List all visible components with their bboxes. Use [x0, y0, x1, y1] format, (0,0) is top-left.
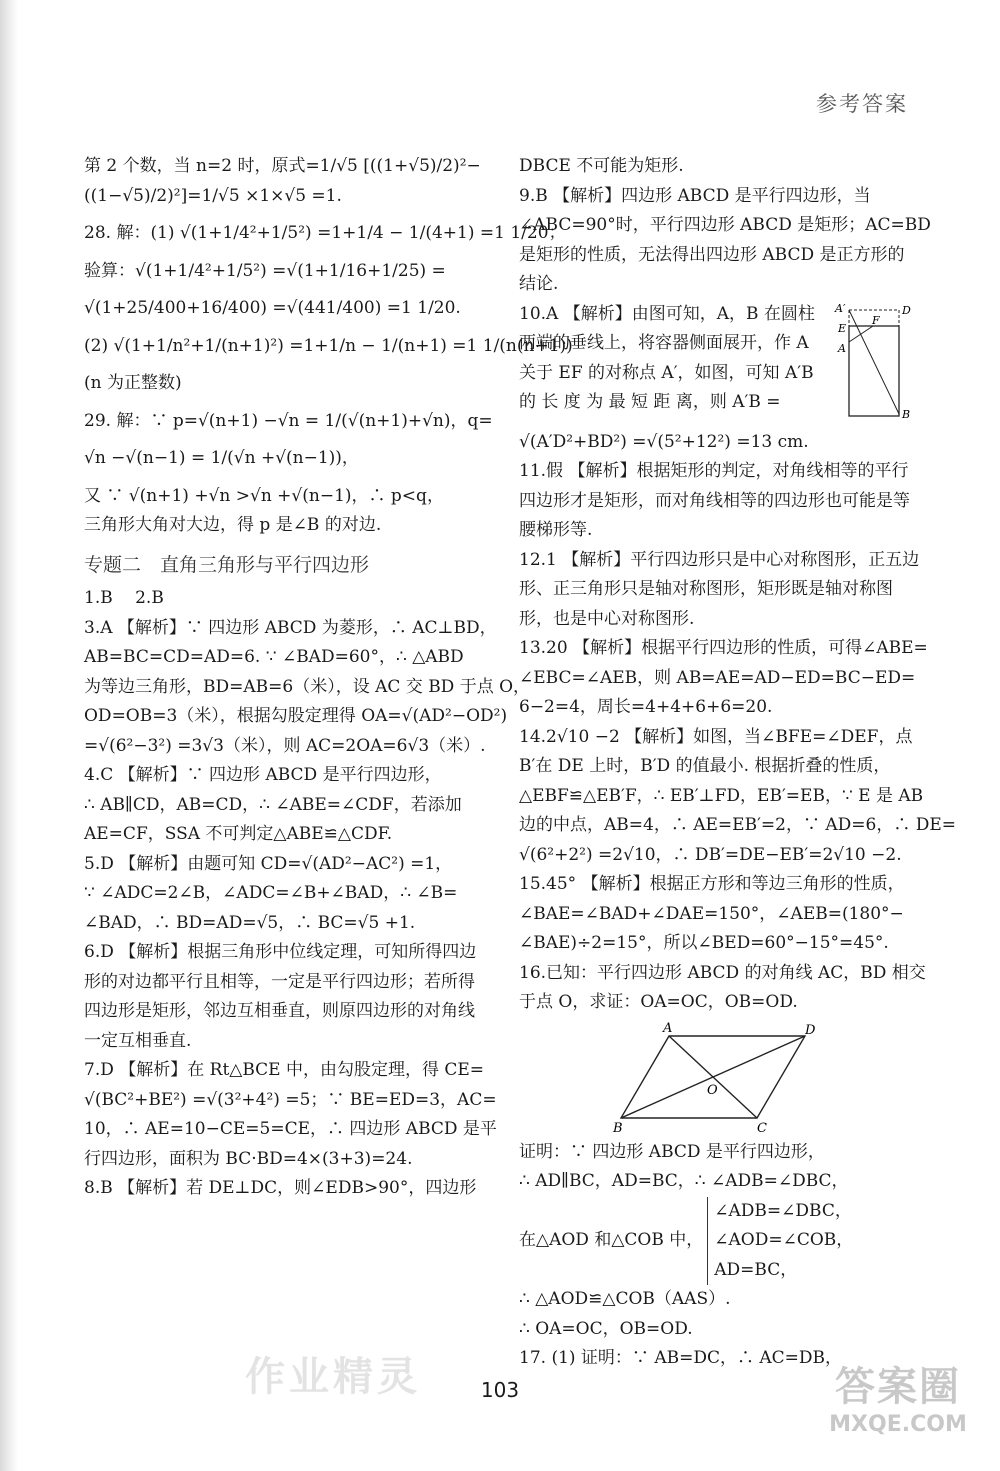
answer-line: 6.D 【解析】根据三角形中位线定理，可知所得四边	[84, 942, 477, 962]
cylinder-unfold-figure	[829, 300, 919, 428]
system-line: ∠AOD=∠COB，	[714, 1230, 854, 1250]
answer-line: AE=CF，SSA 不可判定△ABE≌△CDF.	[84, 824, 393, 844]
equation-system	[519, 1197, 919, 1286]
answer-line: 14.2√10 −2 【解析】如图，当∠BFE=∠DEF，点	[519, 726, 913, 747]
answer-line: 9.B 【解析】四边形 ABCD 是平行四边形，当	[519, 185, 871, 206]
page-number: 103	[480, 1378, 520, 1402]
answer-line: =√(6²−3²) =3√3（米），则 AC=2OA=6√3（米）.	[84, 735, 486, 756]
answer-line: 11.假 【解析】根据矩形的判定，对角线相等的平行	[519, 461, 909, 481]
system-brace	[707, 1197, 853, 1286]
text-line: 三角形大角对大边，得 p 是∠B 的对边.	[84, 515, 382, 535]
answer-line: 的 长 度 为 最 短 距 离，则 A′B =	[519, 392, 781, 412]
answer-line: 1.B 2.B	[84, 588, 164, 608]
proof-line: ∴ AD∥BC，AD=BC，∴ ∠ADB=∠DBC，	[519, 1171, 849, 1191]
answer-line: ∠BAD，∴ BD=AD=√5，∴ BC=√5 +1.	[84, 912, 416, 933]
answer-line: 形、正三角形只是轴对称图形，矩形既是轴对称图	[519, 579, 893, 599]
text-line: 28. 解：(1) √(1+1/4²+1/5²) =1+1/4 − 1/(4+1) =1 1/20；	[84, 223, 566, 243]
answer-line: 形的对边都平行且相等，一定是平行四边形；若所得	[84, 971, 475, 992]
answer-line: 8.B 【解析】若 DE⊥DC，则∠EDB>90°，四边形	[84, 1178, 477, 1198]
system-prefix: 在△AOD 和△COB 中，	[519, 1230, 704, 1250]
answer-line: 6−2=4，周长=4+4+6+6=20.	[519, 697, 773, 717]
text-line: 29. 解：∵ p=√(n+1) −√n = 1/(√(n+1)+√n)，q=	[84, 410, 493, 431]
answer-line: 5.D 【解析】由题可知 CD=√(AD²−AC²) =1，	[84, 853, 453, 874]
answer-line: 10.A 【解析】由图可知，A，B 在圆柱	[519, 303, 815, 324]
answer-line: 12.1 【解析】平行四边形只是中心对称图形，正五边	[519, 549, 920, 570]
label-o: O	[707, 1082, 718, 1098]
system-line: AD=BC，	[714, 1259, 798, 1280]
answer-line: √(6²+2²) =2√10，∴ DB′=DE−EB′=2√10 −2.	[519, 844, 902, 865]
answer-line: OD=OB=3（米），根据勾股定理得 OA=√(AD²−OD²)	[84, 706, 508, 726]
answer-line: 结论.	[519, 274, 559, 294]
answer-line: 一定互相垂直.	[84, 1030, 192, 1051]
answer-line: 16.已知：平行四边形 ABCD 的对角线 AC，BD 相交	[519, 962, 926, 983]
answer-line: ∠BAE=∠BAD+∠DAE=150°，∠AEB=(180°−	[519, 903, 904, 924]
answer-line: AB=BC=CD=AD=6. ∵ ∠BAD=60°，∴ △ABD	[84, 647, 464, 667]
answer-line: 形，也是中心对称图形.	[519, 608, 695, 629]
parallelogram-figure	[609, 1022, 819, 1134]
answer-line: △EBF≌△EB′F，∴ EB′⊥FD，EB′=EB，∵ E 是 AB	[519, 785, 924, 806]
answer-line: 四边形才是矩形，而对角线相等的四边形也可能是等	[519, 490, 910, 511]
answer-line: ∠BAE)÷2=15°，所以∠BED=60°−15°=45°.	[519, 933, 889, 953]
answer-line: 关于 EF 的对称点 A′，如图，可知 A′B	[519, 362, 814, 383]
proof-line: ∴ △AOD≌△COB（AAS）.	[519, 1289, 731, 1309]
answer-line: ∵ ∠ADC=2∠B，∠ADC=∠B+∠BAD，∴ ∠B=	[84, 883, 458, 903]
answer-line: 4.C 【解析】∵ 四边形 ABCD 是平行四边形，	[84, 765, 442, 785]
proof-line: 证明：∵ 四边形 ABCD 是平行四边形，	[519, 1141, 825, 1162]
label-d: D	[805, 1022, 816, 1038]
system-line: ∠ADB=∠DBC，	[714, 1200, 852, 1221]
page-header: 参考答案	[816, 92, 908, 116]
answer-line: ∠ABC=90°时，平行四边形 ABCD 是矩形；AC=BD	[519, 215, 931, 235]
text-line: 验算：√(1+1/4²+1/5²) =√(1+1/16+1/25) =	[84, 260, 446, 281]
answer-line: 四边形是矩形，邻边互相垂直，则原四边形的对角线	[84, 1001, 475, 1021]
text-line: (n 为正整数)	[84, 373, 182, 393]
answer-line: 两端的垂线上，将容器侧面展开，作 A	[519, 333, 809, 353]
answer-line: 7.D 【解析】在 Rt△BCE 中，由勾股定理，得 CE=	[84, 1060, 485, 1080]
answer-line: 于点 O，求证：OA=OC，OB=OD.	[519, 992, 798, 1012]
label-e: E	[838, 321, 847, 335]
answer-line: 3.A 【解析】∵ 四边形 ABCD 为菱形，∴ AC⊥BD，	[84, 617, 497, 638]
site-watermark	[818, 1355, 978, 1455]
proof-line: 17. (1) 证明：∵ AB=DC，∴ AC=DB，	[519, 1348, 843, 1368]
answer-line: DBCE 不可能为矩形.	[519, 156, 684, 176]
stamp-watermark: 作业精灵	[245, 1354, 421, 1400]
answer-line: B′在 DE 上时，B′D 的值最小. 根据折叠的性质，	[519, 756, 891, 776]
text-line: ((1−√5)/2)²]=1/√5 ×1×√5 =1.	[84, 185, 342, 206]
label-d: D	[902, 303, 911, 317]
text-line: 又 ∵ √(n+1) +√n >√n +√(n−1)，∴ p<q，	[84, 485, 444, 506]
binding-edge	[0, 0, 18, 1471]
answer-line: 腰梯形等.	[519, 520, 593, 540]
text-line: 第 2 个数，当 n=2 时，原式=1/√5 [((1+√5)/2)²−	[84, 156, 481, 176]
answer-line: 15.45° 【解析】根据正方形和等边三角形的性质，	[519, 874, 905, 894]
answer-line: 10，∴ AE=10−CE=5=CE，∴ 四边形 ABCD 是平	[84, 1119, 497, 1139]
section-title: 专题二 直角三角形与平行四边形	[84, 553, 370, 576]
label-c: C	[757, 1120, 767, 1136]
answer-line: 是矩形的性质，无法得出四边形 ABCD 是正方形的	[519, 244, 905, 265]
label-a-prime: A′	[835, 301, 846, 315]
q10-block	[519, 300, 919, 428]
answer-line: ∴ AB∥CD，AB=CD，∴ ∠ABE=∠CDF，若添加	[84, 794, 462, 815]
answer-line: ∠EBC=∠AEB，则 AB=AE=AD−ED=BC−ED=	[519, 667, 916, 688]
answer-line: 为等边三角形，BD=AB=6（米），设 AC 交 BD 于点 O，	[84, 676, 531, 697]
answer-line: 13.20 【解析】根据平行四边形的性质，可得∠ABE=	[519, 638, 928, 658]
proof-line: ∴ OA=OC，OB=OD.	[519, 1318, 693, 1339]
label-b: B	[902, 407, 911, 421]
label-f: F	[872, 313, 880, 327]
label-b: B	[613, 1120, 623, 1136]
label-a: A	[838, 341, 846, 355]
watermark-url: MXQE.COM	[829, 1412, 967, 1437]
text-line: (2) √(1+1/n²+1/(n+1)²) =1+1/n − 1/(n+1) =1 1/(n(n+1))	[84, 335, 573, 356]
right-column	[519, 152, 957, 1374]
answer-line: 边的中点，AB=4，∴ AE=EB′=2，∵ AD=6，∴ DE=	[519, 815, 957, 835]
label-a: A	[663, 1020, 673, 1036]
text-line: √(1+25/400+16/400) =√(441/400) =1 1/20.	[84, 298, 461, 318]
answer-line: √(A′D²+BD²) =√(5²+12²) =13 cm.	[519, 431, 809, 452]
answer-line: √(BC²+BE²) =√(3²+4²) =5；∵ BE=ED=3，AC=	[84, 1089, 497, 1110]
answer-line: 行四边形，面积为 BC·BD=4×(3+3)=24.	[84, 1148, 413, 1169]
text-line: √n −√(n−1) = 1/(√n +√(n−1))，	[84, 448, 359, 468]
watermark-logo: 答案圈	[835, 1364, 961, 1410]
